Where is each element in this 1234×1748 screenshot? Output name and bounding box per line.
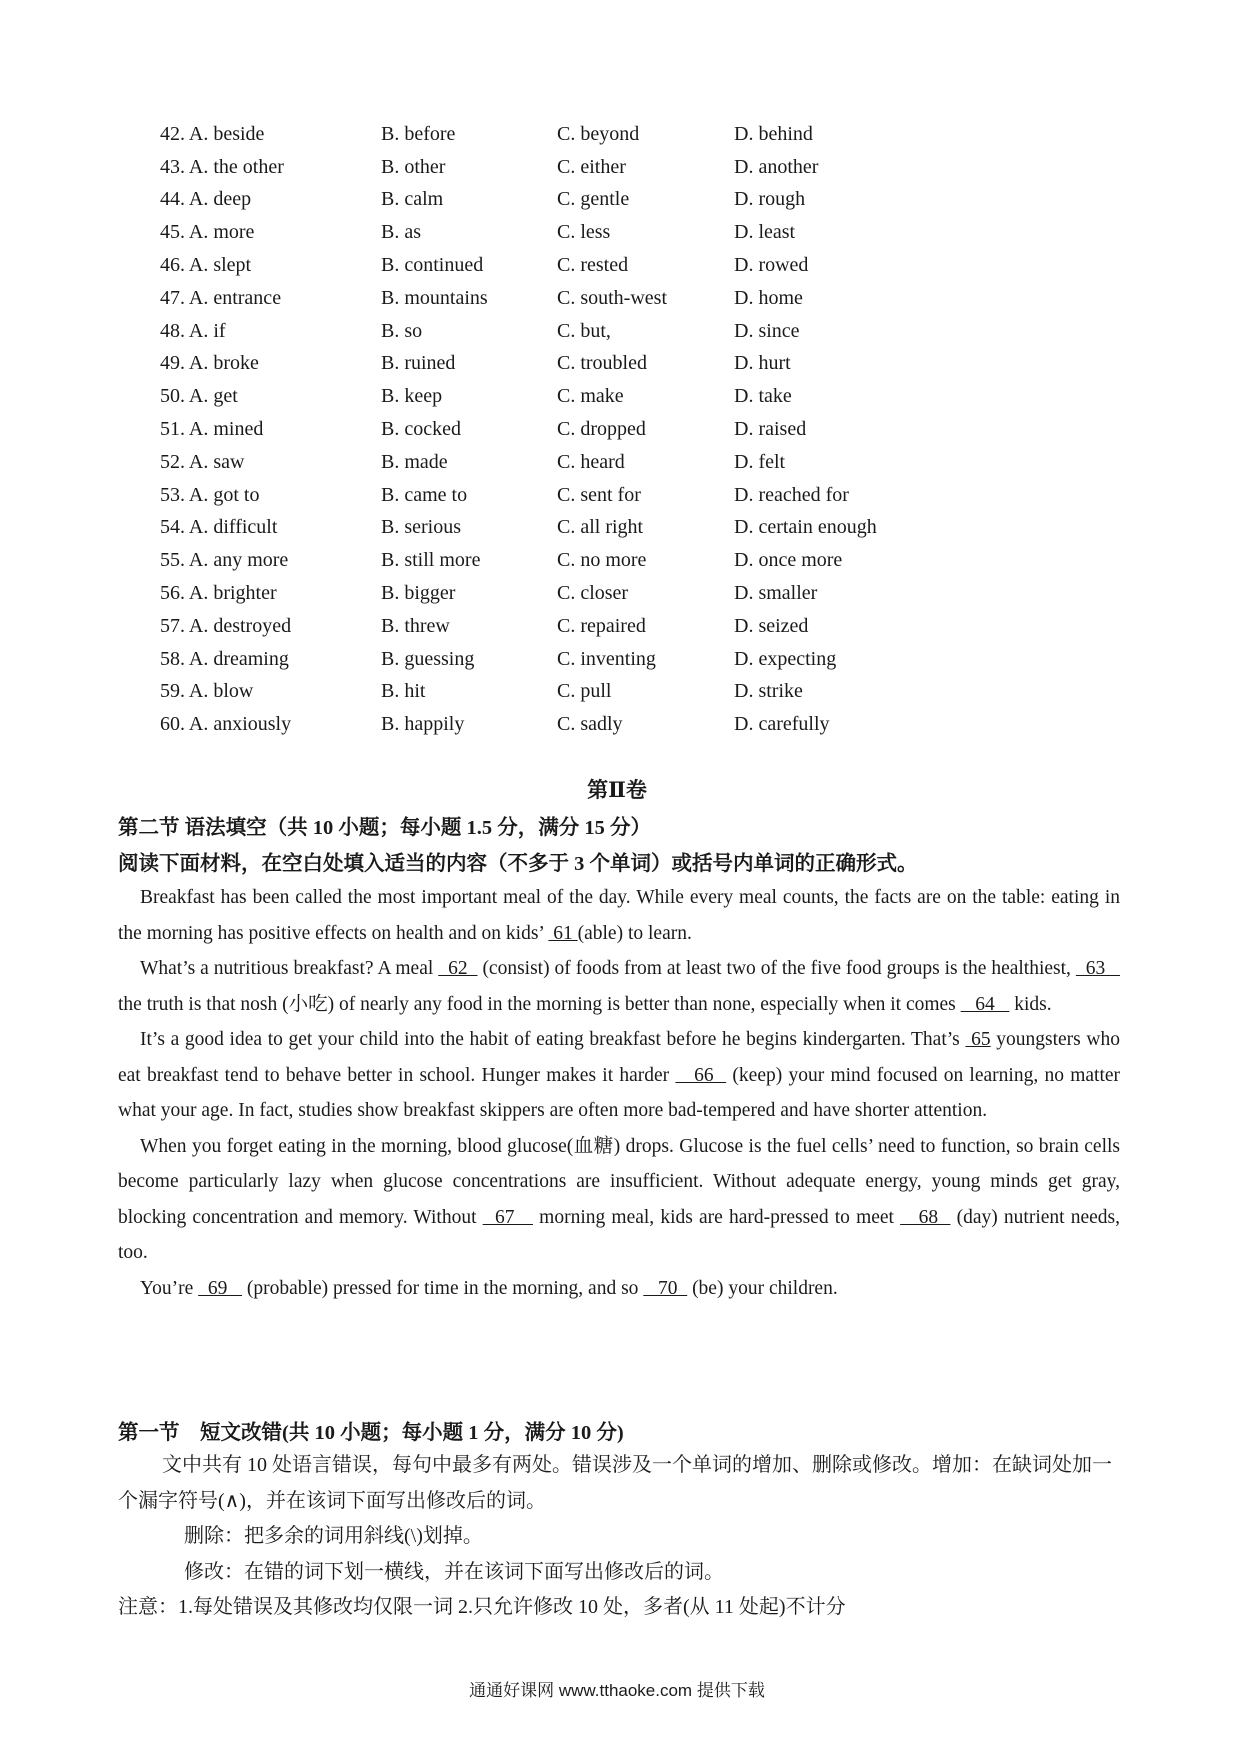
option-row bbox=[160, 446, 920, 479]
option-row bbox=[160, 118, 920, 151]
text: (keep) your mind focused on learning, no matter what your age. In fact, studies show breakfast skippers are often more bad-tempered and have shorter attention. bbox=[118, 1064, 1121, 1121]
option-b: B. so bbox=[381, 319, 423, 342]
option-row bbox=[160, 479, 920, 512]
text: Breakfast has been called the most important meal of the day. While every meal counts, the facts are on the table: eating in the morning has positive effects on health and on kids’ bbox=[118, 887, 1120, 944]
option-a: 49. A. broke bbox=[160, 352, 259, 375]
option-c: C. either bbox=[557, 155, 626, 178]
option-c: C. sent for bbox=[557, 483, 641, 506]
text: kids. bbox=[1009, 993, 1052, 1015]
option-b: B. hit bbox=[381, 680, 426, 703]
option-a: 58. A. dreaming bbox=[160, 647, 289, 670]
instruction-line: 删除：把多余的词用斜线(\)划掉。 bbox=[184, 1525, 483, 1547]
option-d: D. home bbox=[734, 286, 803, 309]
paragraph-1 bbox=[118, 880, 1120, 951]
option-a: 54. A. difficult bbox=[160, 516, 278, 539]
blank-63: 63 bbox=[1075, 958, 1121, 979]
instruction-line: 文中共有 10 处语言错误，每句中最多有两处。错误涉及一个单词的增加、删除或修改。增加：在缺词处加一个漏字符号(∧)，并在该词下面写出修改后的词。 bbox=[118, 1454, 1112, 1512]
paragraph-3 bbox=[118, 1022, 1120, 1129]
blank-64: 64 bbox=[960, 993, 1010, 1015]
option-row bbox=[160, 249, 920, 282]
text: youngsters who eat breakfast tend to behave better in school. Hunger makes it harder bbox=[118, 1029, 1121, 1086]
option-c: C. dropped bbox=[557, 418, 646, 441]
option-d: D. take bbox=[734, 385, 792, 408]
option-c: C. sadly bbox=[557, 713, 623, 736]
option-d: D. felt bbox=[734, 450, 786, 473]
option-b: B. came to bbox=[381, 483, 468, 506]
option-a: 52. A. saw bbox=[160, 450, 245, 473]
option-c: C. less bbox=[557, 221, 611, 244]
error-correction-instructions bbox=[118, 1448, 1120, 1626]
text: You’re bbox=[140, 1277, 199, 1299]
option-row bbox=[160, 348, 920, 381]
option-row bbox=[160, 610, 920, 643]
option-c: C. no more bbox=[557, 549, 647, 572]
option-a: 55. A. any more bbox=[160, 549, 289, 572]
paragraph-2 bbox=[118, 951, 1120, 1022]
option-b: B. guessing bbox=[381, 647, 475, 670]
option-d: D. another bbox=[734, 155, 819, 178]
text: (be) your children. bbox=[687, 1277, 838, 1299]
option-a: 60. A. anxiously bbox=[160, 713, 292, 736]
option-b: B. still more bbox=[381, 549, 481, 572]
option-b: B. continued bbox=[381, 254, 484, 277]
blank-68: 68 bbox=[900, 1206, 951, 1228]
option-d: D. rough bbox=[734, 188, 806, 211]
option-row bbox=[160, 282, 920, 315]
option-row bbox=[160, 512, 920, 545]
option-d: D. raised bbox=[734, 418, 807, 441]
volume-title: 第Ⅱ卷 bbox=[587, 778, 647, 802]
option-row bbox=[160, 380, 920, 413]
option-c: C. heard bbox=[557, 450, 625, 473]
blank-65: 65 bbox=[965, 1029, 991, 1050]
option-d: D. behind bbox=[734, 122, 813, 145]
option-c: C. but, bbox=[557, 319, 611, 342]
instruction-line: 修改：在错的词下划一横线，并在该词下面写出修改后的词。 bbox=[184, 1560, 724, 1583]
option-c: C. make bbox=[557, 385, 624, 408]
instruction-note: 注意：1.每处错误及其修改均仅限一词 2.只允许修改 10 处，多者(从 11 处起)不计分 bbox=[118, 1596, 846, 1618]
text: morning meal, kids are hard-pressed to meet bbox=[533, 1206, 901, 1228]
option-a: 48. A. if bbox=[160, 319, 226, 342]
option-d: D. since bbox=[734, 319, 800, 342]
option-c: C. beyond bbox=[557, 122, 640, 145]
option-c: C. inventing bbox=[557, 647, 656, 670]
section1-heading: 第一节 短文改错(共 10 小题；每小题 1 分，满分 10 分) bbox=[118, 1422, 624, 1444]
option-a: 50. A. get bbox=[160, 385, 238, 408]
text: (probable) pressed for time in the morning, and so bbox=[242, 1277, 644, 1299]
option-row bbox=[160, 708, 920, 741]
paragraph-5 bbox=[118, 1271, 1120, 1307]
blank-61: 61 bbox=[548, 922, 578, 944]
option-b: B. happily bbox=[381, 713, 465, 736]
reading-passage bbox=[118, 880, 1120, 1306]
option-a: 51. A. mined bbox=[160, 418, 264, 441]
option-b: B. bigger bbox=[381, 582, 456, 605]
text: (consist) of foods from at least two of the five food groups is the healthiest, bbox=[477, 958, 1076, 979]
options-table bbox=[160, 118, 920, 741]
option-c: C. closer bbox=[557, 582, 629, 605]
option-c: C. pull bbox=[557, 680, 612, 703]
blank-66: 66 bbox=[675, 1064, 727, 1086]
option-a: 57. A. destroyed bbox=[160, 614, 292, 637]
option-b: B. mountains bbox=[381, 286, 488, 309]
paragraph-4 bbox=[118, 1129, 1120, 1271]
option-c: C. rested bbox=[557, 254, 629, 277]
option-d: D. rowed bbox=[734, 254, 809, 277]
option-d: D. least bbox=[734, 221, 796, 244]
option-a: 47. A. entrance bbox=[160, 286, 282, 309]
option-b: B. calm bbox=[381, 188, 444, 211]
text: It’s a good idea to get your child into the habit of eating breakfast before he begins kindergarten. That’s bbox=[140, 1029, 966, 1050]
option-b: B. other bbox=[381, 155, 446, 178]
text: (day) nutrient needs, too. bbox=[118, 1206, 1121, 1263]
option-row bbox=[160, 577, 920, 610]
option-d: D. carefully bbox=[734, 713, 830, 736]
option-c: C. south-west bbox=[557, 286, 667, 309]
text: (able) to learn. bbox=[577, 922, 692, 944]
section2-heading: 第二节 语法填空（共 10 小题；每小题 1.5 分，满分 15 分） bbox=[118, 817, 651, 839]
option-b: B. before bbox=[381, 122, 456, 145]
option-a: 59. A. blow bbox=[160, 680, 254, 703]
option-d: D. seized bbox=[734, 614, 809, 637]
option-row bbox=[160, 544, 920, 577]
option-row bbox=[160, 315, 920, 348]
option-d: D. once more bbox=[734, 549, 843, 572]
option-b: B. as bbox=[381, 221, 421, 244]
blank-70: 70 bbox=[643, 1277, 688, 1299]
option-b: B. made bbox=[381, 450, 448, 473]
option-a: 46. A. slept bbox=[160, 254, 252, 277]
option-b: B. cocked bbox=[381, 418, 461, 441]
text: What’s a nutritious breakfast? A meal bbox=[140, 958, 439, 979]
section2-instruction: 阅读下面材料，在空白处填入适当的内容（不多于 3 个单词）或括号内单词的正确形式。 bbox=[118, 853, 918, 875]
option-a: 42. A. beside bbox=[160, 122, 265, 145]
option-d: D. hurt bbox=[734, 352, 791, 375]
option-b: B. threw bbox=[381, 614, 450, 637]
option-a: 56. A. brighter bbox=[160, 582, 277, 605]
option-d: D. smaller bbox=[734, 582, 818, 605]
text: the truth is that nosh (小吃) of nearly any food in the morning is better than none, especially when it comes bbox=[118, 993, 961, 1015]
option-d: D. reached for bbox=[734, 483, 849, 506]
option-a: 43. A. the other bbox=[160, 155, 284, 178]
option-c: C. troubled bbox=[557, 352, 647, 375]
option-c: C. gentle bbox=[557, 188, 630, 211]
option-row bbox=[160, 151, 920, 184]
option-c: C. repaired bbox=[557, 614, 646, 637]
page-footer: 通通好课网 www.tthaoke.com 提供下载 bbox=[469, 1681, 765, 1700]
option-c: C. all right bbox=[557, 516, 644, 539]
option-row bbox=[160, 676, 920, 709]
option-d: D. strike bbox=[734, 680, 803, 703]
option-b: B. ruined bbox=[381, 352, 456, 375]
blank-67: 67 bbox=[482, 1206, 533, 1228]
option-a: 44. A. deep bbox=[160, 188, 252, 211]
text: When you forget eating in the morning, blood glucose(血糖) drops. Glucose is the fuel cells’ need to function, so brain cells become particularly lazy when glucose concentrations are insufficient. Without adequate energy, young minds get gray, blocking concentration and memory. Without bbox=[118, 1135, 1120, 1228]
option-a: 45. A. more bbox=[160, 221, 255, 244]
option-row bbox=[160, 216, 920, 249]
option-row bbox=[160, 184, 920, 217]
option-a: 53. A. got to bbox=[160, 483, 260, 506]
blank-62: 62 bbox=[438, 958, 478, 979]
option-b: B. serious bbox=[381, 516, 461, 539]
option-d: D. expecting bbox=[734, 647, 837, 670]
blank-69: 69 bbox=[198, 1277, 243, 1299]
option-row bbox=[160, 413, 920, 446]
option-b: B. keep bbox=[381, 385, 443, 408]
option-row bbox=[160, 643, 920, 676]
option-d: D. certain enough bbox=[734, 516, 877, 539]
